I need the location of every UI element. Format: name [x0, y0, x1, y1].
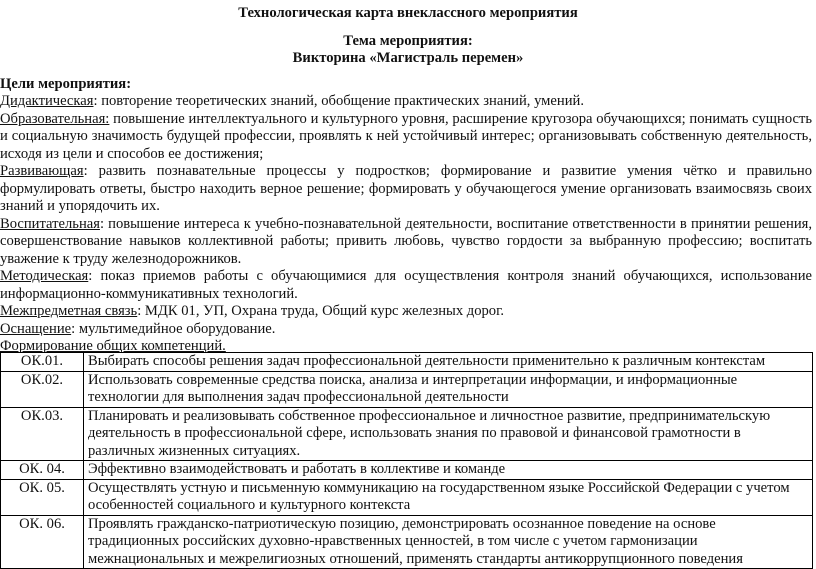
competency-text: Проявлять гражданско-патриотическую позицию, демонстрировать осознанное поведение на основе традиционных российских духовно-нравственных ценностей, в том числе с учетом гармонизации межнациональных и межрелигиозных отношений, применять стандарты антикоррупционного поведения — [84, 515, 813, 569]
table-row — [1, 353, 813, 372]
table-row — [1, 371, 813, 407]
goals-list — [0, 93, 812, 356]
table-row — [1, 461, 813, 480]
goal-text: МДК 01, УП, Охрана труда, Общий курс железных дорог. — [144, 303, 505, 319]
competency-text: Эффективно взаимодействовать и работать в коллективе и команде — [84, 461, 813, 480]
goal-label: Образовательная: — [0, 110, 110, 127]
goal-didactic: Дидактическая: повторение теоретических знаний, обобщение практических знаний, умений. — [0, 93, 584, 109]
competency-code: ОК.01. — [1, 353, 84, 372]
goal-text: мультимедийное оборудование. — [78, 320, 276, 337]
goal-label: Межпредметная связь — [0, 303, 138, 319]
table-row — [1, 479, 813, 515]
goal-upbringing: Воспитательная: повышение интереса к учебно-познавательной деятельности, воспитание ответственности в принятии решения, совершенствование навыков коллективной работы; привить любовь, чувство гордости за выбранную профессию; воспитать уважение к труду железнодорожников. — [0, 215, 812, 267]
goal-equipment: Оснащение: мультимедийное оборудование. — [0, 320, 276, 337]
competencies-table — [0, 352, 813, 569]
goal-label: Формирование общих компетенций. — [0, 338, 226, 354]
goal-educational — [0, 111, 812, 164]
goal-label: Оснащение — [0, 320, 72, 337]
goal-label: Дидактическая — [0, 93, 94, 109]
competency-text: Использовать современные средства поиска, анализа и интерпретации информации, и информационные технологии для выполнения задач профессиональной деятельности — [84, 371, 813, 407]
goal-text: повышение интереса к учебно-познавательной деятельности, воспитание ответственности в принятии решения, совершенствование навыков коллективной работы; привить любовь, чувство гордости за выбранную профессию; воспитать уважение к труду железнодорожников. — [0, 215, 812, 267]
goal-label: Методическая — [0, 268, 89, 284]
topic-name: Викторина «Магистраль перемен» — [292, 50, 524, 66]
goal-interdisciplinary: Межпредметная связь: МДК 01, УП, Охрана труда, Общий курс железных дорог. — [0, 303, 505, 319]
goal-text: показ приемов работы с обучающимися для осуществления контроля знаний обучающихся, использование информационно-коммуникативных технологий. — [0, 268, 813, 302]
competency-code: ОК. 04. — [1, 461, 84, 480]
competency-code: ОК. 06. — [1, 515, 84, 569]
competency-text: Планировать и реализовывать собственное профессиональное и личностное развитие, предпринимательскую деятельность в профессиональной сфере, использовать знания по правовой и финансовой грамотности в различных жизненных ситуациях. — [84, 407, 813, 461]
goal-text: повышение интеллектуального и культурного уровня, расширение кругозора обучающихся; понимать сущность и социальную значимость будущей профессии, проявлять к ней устойчивый интерес; организовывать собственную деятельность, исходя из цели и способов ее достижения; — [0, 110, 812, 162]
competency-text: Осуществлять устную и письменную коммуникацию на государственном языке Российской Федерации с учетом особенностей социального и культурного контекста — [84, 479, 813, 515]
competency-text: Выбирать способы решения задач профессиональной деятельности применительно к различным контекстам — [84, 353, 813, 372]
goal-developmental: Развивающая: развить познавательные процессы у подростков; формирование и развитие умения чётко и правильно формулировать ответы, быстро находить верное решение; формировать у обучающегося умение организовать взаимосвязь своих знаний и упорядочить их. — [0, 163, 813, 214]
competency-code: ОК.03. — [1, 407, 84, 461]
table-row — [1, 407, 813, 461]
goal-text: повторение теоретических знаний, обобщение практических знаний, умений. — [101, 93, 584, 109]
goal-label: Воспитательная — [0, 215, 100, 232]
goals-heading: Цели мероприятия: — [0, 76, 132, 92]
competency-code: ОК.02. — [1, 371, 84, 407]
topic-label: Тема мероприятия: — [343, 33, 473, 49]
goal-text: развить познавательные процессы у подростков; формирование и развитие умения чётко и правильно формулировать ответы, быстро находить верное решение; формировать у обучающегося умение организовать взаимосвязь своих знаний и упорядочить их. — [0, 163, 813, 214]
document-title: Технологическая карта внеклассного мероприятия — [238, 5, 578, 21]
table-row — [1, 515, 813, 569]
competency-code: ОК. 05. — [1, 479, 84, 515]
goal-methodical: Методическая: показ приемов работы с обучающимися для осуществления контроля знаний обучающихся, использование информационно-коммуникативных технологий. — [0, 268, 813, 302]
goal-label: Развивающая — [0, 163, 84, 179]
